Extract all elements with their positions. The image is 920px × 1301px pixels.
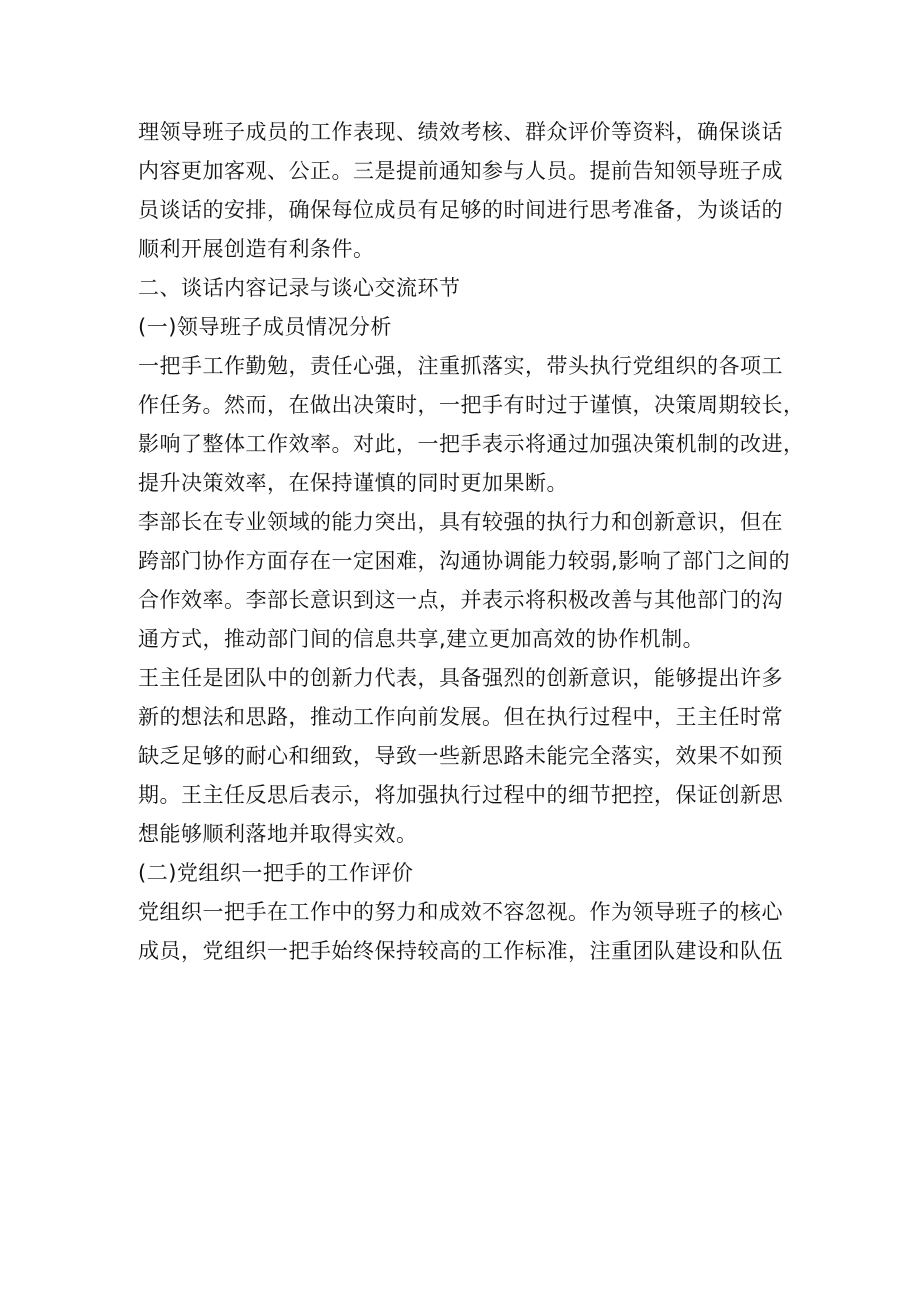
text-line: 影响了整体工作效率。对此，一把手表示将通过加强决策机制的改进，: [138, 432, 805, 456]
text-line: 跨部门协作方面存在一定困难，沟通协调能力较弱,影响了部门之间的: [138, 549, 791, 573]
text-line: 一把手工作勤勉，责任心强，注重抓落实，带头执行党组织的各项工: [138, 354, 783, 378]
text-line: 合作效率。李部长意识到这一点，并表示将积极改善与其他部门的沟: [138, 588, 783, 612]
subsection-heading-2: [138, 854, 788, 893]
text-line: 通方式，推动部门间的信息共享,建立更加高效的协作机制。: [138, 627, 705, 651]
text-line: 员谈话的安排，确保每位成员有足够的时间进行思考准备，为谈话的: [138, 198, 783, 222]
text-line: 顺利开展创造有利条件。: [138, 237, 375, 261]
text-line: 提升决策效率，在保持谨慎的同时更加果断。: [138, 471, 568, 495]
paragraph-leader-analysis: [138, 347, 805, 503]
text-line: 想能够顺利落地并取得实效。: [138, 822, 418, 846]
text-line: 李部长在专业领域的能力突出，具有较强的执行力和创新意识，但在: [138, 510, 783, 534]
paragraph-party-leader-evaluation: [138, 893, 788, 971]
subsection-heading-1: [138, 308, 788, 347]
heading-line: 二、谈话内容记录与谈心交流环节: [138, 276, 461, 300]
heading-line: (二)党组织一把手的工作评价: [138, 861, 414, 885]
heading-line: (一)领导班子成员情况分析: [138, 315, 392, 339]
text-line: 党组织一把手在工作中的努力和成效不容忽视。作为领导班子的核心: [138, 900, 783, 924]
text-line: 缺乏足够的耐心和细致，导致一些新思路未能完全落实，效果不如预: [138, 744, 783, 768]
text-line: 内容更加客观、公正。三是提前通知参与人员。提前告知领导班子成: [138, 159, 783, 183]
document-body: [138, 113, 805, 971]
text-line: 新的想法和思路，推动工作向前发展。但在执行过程中，王主任时常: [138, 705, 783, 729]
text-line: 理领导班子成员的工作表现、绩效考核、群众评价等资料，确保谈话: [138, 120, 783, 144]
text-line: 王主任是团队中的创新力代表，具备强烈的创新意识，能够提出许多: [138, 666, 783, 690]
paragraph-preparation-continued: [138, 113, 788, 269]
paragraph-director-wang: [138, 659, 788, 854]
paragraph-minister-li: [138, 503, 791, 659]
section-heading-2: [138, 269, 788, 308]
text-line: 作任务。然而，在做出决策时，一把手有时过于谨慎，决策周期较长，: [138, 393, 805, 417]
text-line: 成员，党组织一把手始终保持较高的工作标准，注重团队建设和队伍: [138, 939, 783, 963]
text-line: 期。王主任反思后表示，将加强执行过程中的细节把控，保证创新思: [138, 783, 783, 807]
